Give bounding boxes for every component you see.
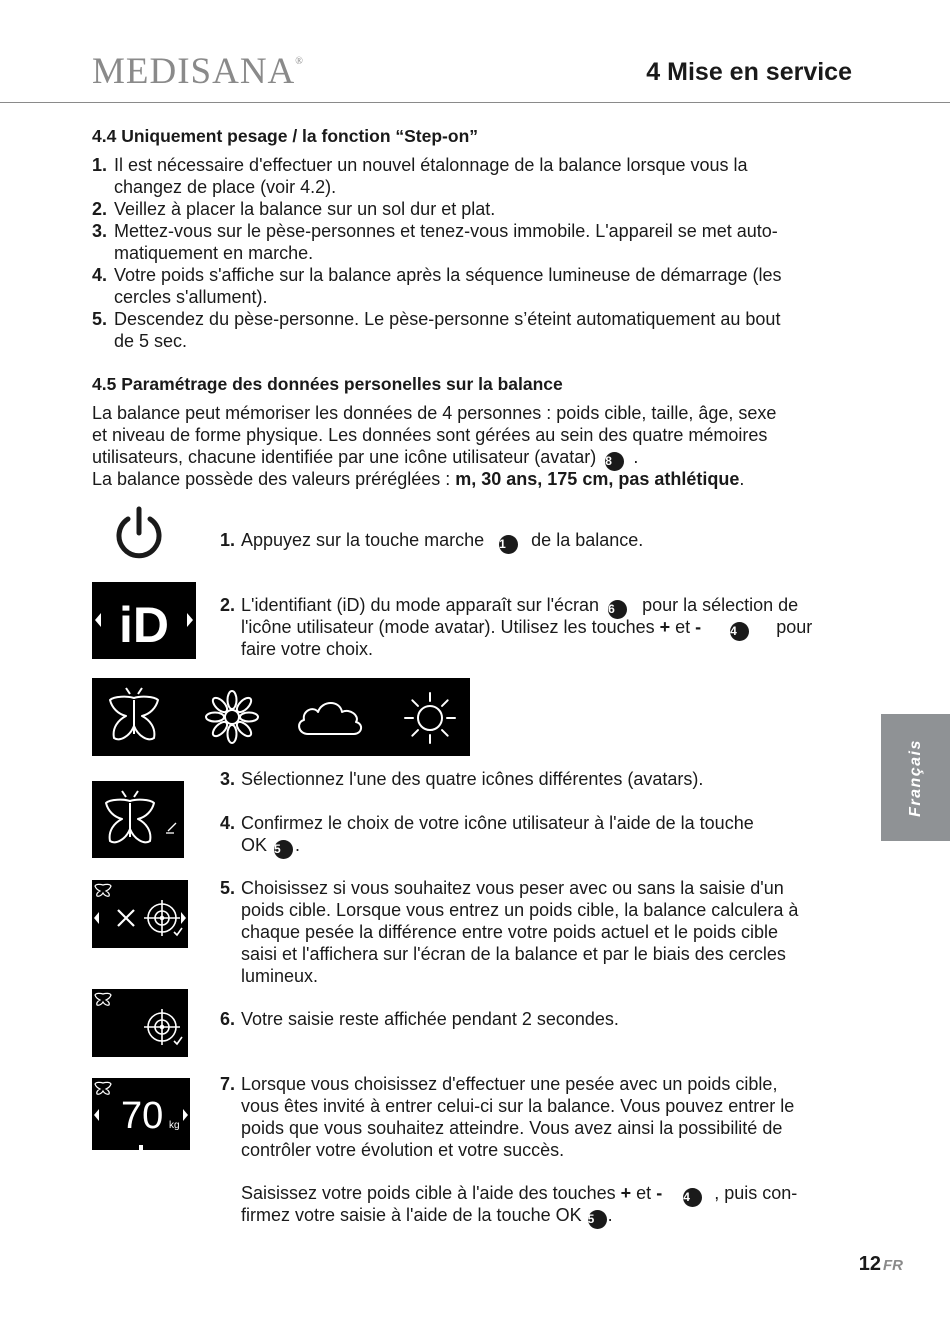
chapter-title: 4 Mise en service (646, 58, 852, 86)
arrow-right-icon (183, 1109, 188, 1121)
flower-icon (206, 691, 258, 743)
arrow-right-icon (181, 912, 186, 924)
cursor-mark (139, 1145, 143, 1150)
arrow-left-icon (95, 613, 101, 627)
arrow-left-icon (94, 1109, 99, 1121)
id-label: iD (119, 597, 169, 653)
step-text: Lorsque vous choisissez d'effectuer une pesée avec un poids cible, (241, 1074, 778, 1094)
butterfly-small-icon (95, 993, 111, 1005)
list-item: Veillez à placer la balance sur un sol dur et plat. (114, 199, 496, 219)
list-item-number: 1. (92, 155, 108, 175)
step-text: Sélectionnez l'une des quatre icônes différentes (avatars). (241, 769, 704, 789)
list-item: Votre poids s'affiche sur la balance après la séquence lumineuse de démarrage (les (114, 265, 782, 285)
step-text: contrôler votre évolution et votre succès. (241, 1140, 565, 1160)
avatar-selection-screen (92, 678, 470, 756)
list-item: Descendez du pèse-personne. Le pèse-personne s’éteint automatiquement au bout (114, 309, 781, 329)
step-text: chaque pesée la différence entre votre poids actuel et le poids cible (241, 922, 779, 942)
badge-8: 8 (605, 452, 624, 471)
step-number: 3. (220, 769, 236, 789)
badge-5: 5 (274, 840, 293, 859)
list-item: Il est nécessaire d'effectuer un nouvel étalonnage de la balance lorsque vous la (114, 155, 748, 175)
section-4-5-title: 4.5 Paramétrage des données personelles sur la balance (92, 374, 563, 394)
list-item-number: 4. (92, 265, 108, 285)
list-item: de 5 sec. (114, 331, 188, 351)
cloud-icon (299, 703, 361, 734)
pencil-icon (166, 823, 176, 833)
step-text: OK 5 . (241, 834, 851, 859)
target-confirmed-screen (92, 989, 188, 1057)
cross-icon (118, 910, 134, 926)
badge-1: 1 (499, 535, 518, 554)
step-text: L'identifiant (iD) du mode apparaît sur l'écran 6 pour la sélection de (241, 594, 851, 619)
target-icon (144, 1009, 180, 1045)
page-number: 12 FR (858, 1253, 903, 1275)
check-icon (174, 1037, 182, 1044)
badge-4: 4 (730, 622, 749, 641)
step-number: 6. (220, 1009, 236, 1029)
step-number: 5. (220, 878, 236, 898)
list-item-number: 3. (92, 221, 108, 241)
avatar-confirm-screen (92, 781, 184, 858)
list-item: cercles s'allument). (114, 287, 268, 307)
check-icon (174, 928, 182, 935)
list-item-number: 5. (92, 309, 108, 329)
step-text: Votre saisie reste affichée pendant 2 secondes. (241, 1009, 619, 1029)
step-text: lumineux. (241, 966, 319, 986)
butterfly-small-icon (95, 1082, 111, 1094)
paragraph-line: La balance possède des valeurs préréglées : m, 30 ans, 175 cm, pas athlétique. (92, 469, 745, 489)
power-icon (113, 505, 165, 561)
paragraph-line: et niveau de forme physique. Les données sont gérées au sein des quatre mémoires (92, 425, 768, 445)
step-text: Confirmez le choix de votre icône utilisateur à l'aide de la touche (241, 813, 754, 833)
target-icon (144, 900, 180, 936)
step-text: vous êtes invité à entrer celui-ci sur la balance. Vous pouvez entrer le (241, 1096, 795, 1116)
step-number: 7. (220, 1074, 236, 1094)
butterfly-small-icon (95, 884, 111, 896)
step-text: Choisissez si vous souhaitez vous peser avec ou sans la saisie d'un (241, 878, 784, 898)
step-number: 4. (220, 813, 236, 833)
step-text: faire votre choix. (241, 639, 374, 659)
step-text: Saisissez votre poids cible à l'aide des touches + et - 4 , puis con- (241, 1182, 851, 1207)
weight-unit: kg (169, 1120, 180, 1131)
header-divider (0, 102, 950, 103)
badge-5: 5 (588, 1210, 607, 1229)
step-text: saisi et l'affichera sur l'écran de la balance et par le biais des cercles (241, 944, 786, 964)
brand-logo: MEDISANA® (92, 51, 304, 92)
list-item: Mettez-vous sur le pèse-personnes et tenez-vous immobile. L'appareil se met auto- (114, 221, 778, 241)
id-display-screen (92, 582, 196, 659)
arrow-left-icon (94, 912, 99, 924)
list-item-number: 2. (92, 199, 108, 219)
step-text: firmez votre saisie à l'aide de la touche OK 5 . (241, 1204, 851, 1229)
sun-icon (405, 693, 455, 743)
list-item: changez de place (voir 4.2). (114, 177, 337, 197)
section-4-4-title: 4.4 Uniquement pesage / la fonction “Step-on” (92, 126, 479, 146)
step-number: 2. (220, 595, 236, 615)
paragraph-line: utilisateurs, chacune identifiée par une icône utilisateur (avatar) 8 . (92, 446, 855, 471)
butterfly-icon (110, 688, 158, 739)
step-text: l'icône utilisateur (mode avatar). Utilisez les touches + et - 4 pour (241, 616, 851, 641)
weight-entry-screen (92, 1078, 190, 1150)
step-text: Appuyez sur la touche marche 1 de la balance. (241, 529, 855, 554)
paragraph-line: La balance peut mémoriser les données de 4 personnes : poids cible, taille, âge, sexe (92, 403, 777, 423)
badge-6: 6 (608, 600, 627, 619)
arrow-right-icon (187, 613, 193, 627)
butterfly-icon (106, 791, 154, 842)
step-number: 1. (220, 530, 236, 550)
target-choice-screen (92, 880, 188, 948)
language-tab: Français (881, 714, 950, 841)
step-text: poids cible. Lorsque vous entrez un poids cible, la balance calculera à (241, 900, 799, 920)
list-item: matiquement en marche. (114, 243, 314, 263)
badge-4: 4 (683, 1188, 702, 1207)
weight-value: 70 (121, 1095, 164, 1137)
step-text: poids que vous souhaitez atteindre. Vous avez ainsi la possibilité de (241, 1118, 783, 1138)
